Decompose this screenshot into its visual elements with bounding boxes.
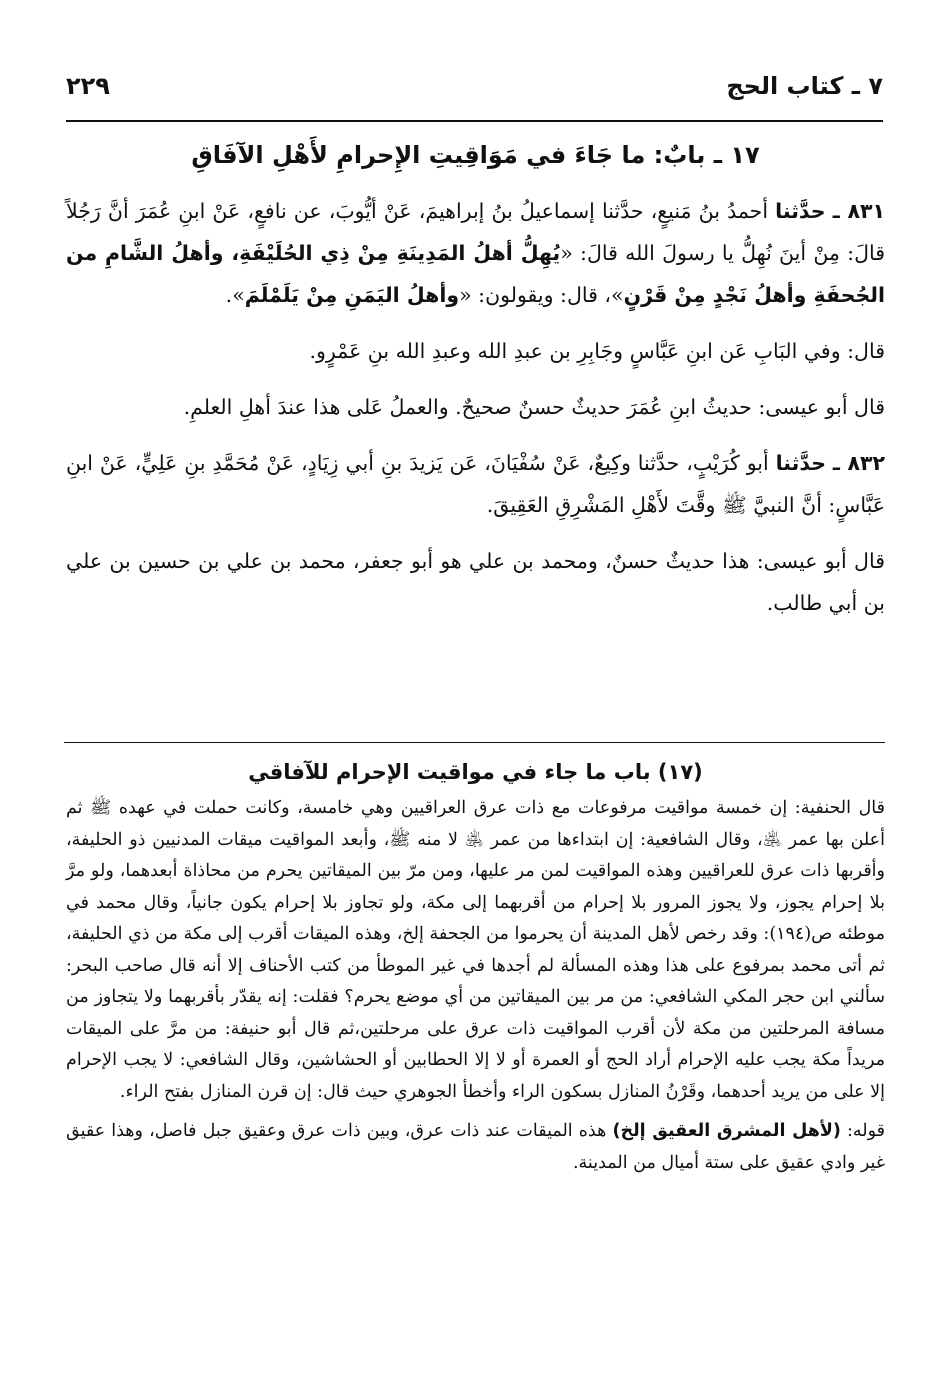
page-number: ٢٢٩ — [66, 72, 110, 100]
hadith-matn: وأهلُ اليَمَنِ مِنْ يَلَمْلَمَ — [244, 283, 460, 307]
footnotes — [66, 755, 885, 1187]
hadith-number: ٨٣٢ ـ — [832, 451, 885, 475]
footnote-title: (١٧) باب ما جاء في مواقيت الإحرام للآفاقي — [248, 760, 703, 784]
footnote-lead: قوله: — [840, 1121, 885, 1141]
hadith-matn: يُهِلُّ أهلُ المَدِينَةِ مِنْ ذِي الحُلَيْفَةِ، وأهلُ الشَّامِ من الجُحفَةِ وأهلُ نَجْدٍ مِنْ قَرْنٍ — [66, 241, 885, 307]
footnote-paragraph: قال الحنفية: إن خمسة مواقيت مرفوعات مع ذات عرق العراقيين وهي خامسة، وكانت حملت في عهده ﷺ ثم أعلن بها عمر ﵁، وقال الشافعية: إن ابتداءها من عمر ﵁ لا منه ﷺ، وأبعد المواقيت ميقات المدنيين ذو الحليفة، وأقربها ذات عرق للعراقيين وهذه المواقيت لمن مر عليها، ومن مرّ بين الميقاتين يحرم من محاذاة أبعدهما، ولو مرَّ بلا إحرام يجوز، ولا يجوز المرور بلا إحرام من أقربهما إلى مكة، ولو تجاوز بلا إحرام يكون جانياً، وقال محمد في موطئه ص(١٩٤): وقد رخص لأهل المدينة أن يحرموا من الجحفة إلخ، وهذه الميقات أقرب إلى مكة من ذي الحليفة، ثم أتى محمد بمرفوع على هذا وهذه المسألة لم أجدها في غير الموطأ من كتب الأحناف إلا أنه قال صاحب البحر: سألني ابن حجر المكي الشافعي: من مر بين الميقاتين من أي موضع يحرم؟ فقلت: إنه يقدّر بأقربهما ولا يتجاوز من مسافة المرحلتين من مكة لأن أقرب المواقيت ذات عرق على مرحلتين،ثم قال أبو حنيفة: من مرَّ على الميقات مريداً مكة يجب عليه الإحرام أراد الحج أو العمرة أو لا إلا الحطابين أو الحشاشين، وقال الشافعي: لا يجب الإحرام إلا على من يريد أحدهما، وقَرْنُ المنازل بسكون الراء وأخطأ الجوهري حيث قال: إن قرن المنازل بفتح الراء. — [66, 798, 886, 1102]
main-text — [66, 132, 885, 638]
footnote-paragraph — [66, 1116, 885, 1179]
hadith-lead: حدَّثنا — [775, 451, 826, 475]
chapter-title: ١٧ ـ بابٌ: ما جَاءَ في مَوَاقِيتِ الإِحرامِ لأَهْلِ الآفَاقِ — [191, 141, 760, 169]
abu-isa-comment-2: قال أبو عيسى: هذا حديثٌ حسنٌ، ومحمد بن علي هو أبو جعفر، محمد بن علي بن حسين بن علي بن أبي طالب. — [66, 549, 885, 615]
hadith-number: ٨٣١ ـ — [832, 199, 885, 223]
bab-note: قال: وفي البَابِ عَن ابنِ عَبَّاسٍ وجَابِرِ بن عبدِ الله وعبدِ الله بنِ عَمْرٍو. — [309, 339, 885, 363]
hadith-lead: حدَّثنا — [775, 199, 826, 223]
abu-isa-comment-1: قال أبو عيسى: حديثُ ابنِ عُمَرَ حديثٌ حسنٌ صحيحٌ. والعملُ عَلى هذا عندَ أهلِ العلمِ. — [183, 395, 885, 419]
chapter-heading: ٧ ـ كتاب الحج — [726, 72, 883, 100]
footnote-separator — [64, 742, 885, 743]
hadith-text: أحمدُ بنُ مَنيعٍ، حدَّثنا إسماعيلُ بنُ إبراهيمَ، عَنْ أيُّوبَ، عن نافعٍ، عَنْ ابنِ عُمَرَ أنَّ رَجُلاً قالَ: مِنْ أينَ نُهِلُّ يا رسولَ الله قالَ: « — [66, 199, 886, 265]
hadith-text: »، قال: ويقولون: « — [459, 283, 624, 307]
footnote-text: هذه الميقات عند ذات عرق، وبين ذات عرق وعقيق جبل فاصل، وهذا عقيق غير وادي عقيق على ستة أميال من المدينة. — [66, 1121, 885, 1173]
header-rule — [66, 120, 883, 122]
hadith-text: أبو كُرَيْبٍ، حدَّثنا وكِيعٌ، عَنْ سُفْيَانَ، عَن يَزيدَ بنِ أبي زِيَادٍ، عَنْ مُحَمَّدِ بنِ عَلِيٍّ، عَنْ ابنِ عَبَّاسٍ: أنَّ النبيَّ ﷺ وقَّتَ لأَهْلِ المَشْرِقِ العَقِيقَ. — [66, 451, 885, 517]
footnote-quote: (لأهل المشرق العقيق إلخ) — [612, 1121, 841, 1141]
hadith-text: ». — [225, 283, 245, 307]
hadith-831 — [66, 190, 885, 316]
hadith-832 — [66, 442, 885, 526]
running-header — [66, 62, 883, 110]
